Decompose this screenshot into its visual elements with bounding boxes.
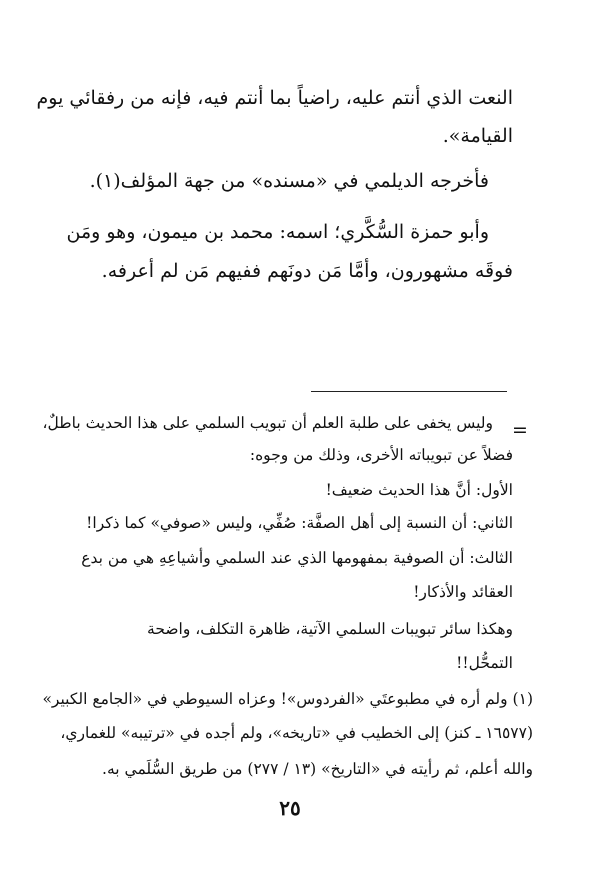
footnote-cont-line-3: الأول: أنَّ هذا الحديث ضعيف!: [325, 481, 513, 499]
body-line-4: وأبو حمزة السُّكَّري؛ اسمه: محمد بن ميمون، وهو ومَن: [66, 221, 489, 243]
body-line-5: فوقَه مشهورون، وأمَّا مَن دونَهم ففيهم مَن لم أعرفه.: [101, 260, 513, 282]
footnote-1-line-1: (١) ولم أره في مطبوعتَي «الفردوس»! وعزاه السيوطي في «الجامع الكبير»: [42, 690, 533, 708]
footnote-cont-line-5: الثالث: أن الصوفية بمفهومها الذي عند السلمي وأشياعِهِ هي من بدع: [81, 549, 513, 567]
body-line-2: القيامة».: [442, 125, 513, 147]
footnote-separator: [311, 391, 507, 392]
footnote-cont-line-7: وهكذا سائر تبويبات السلمي الآتية، ظاهرة التكلف، واضحة: [147, 620, 513, 638]
footnote-cont-line-6: العقائد والأذكار!: [413, 583, 513, 601]
footnote-cont-line-2: فضلاً عن تبويباته الأخرى، وذلك من وجوه:: [249, 446, 513, 464]
continuation-mark: =: [512, 419, 528, 441]
page-number: ٢٥: [279, 796, 301, 820]
footnote-cont-line-8: التمحُّل!!: [456, 654, 513, 672]
footnote-cont-line-4: الثاني: أن النسبة إلى أهل الصفَّة: صُفِّي، وليس «صوفي» كما ذكرا!: [86, 514, 513, 532]
body-line-3: فأخرجه الديلمي في «مسنده» من جهة المؤلف(١).: [89, 170, 489, 192]
footnote-cont-line-1: وليس يخفى على طلبة العلم أن تبويب السلمي على هذا الحديث باطلٌ،: [42, 414, 493, 432]
footnote-1-line-2: (١٦٥٧٧ ـ كنز) إلى الخطيب في «تاريخه»، ولم أجده في «ترتيبه» للغماري،: [60, 724, 533, 742]
footnote-1-line-3: والله أعلم، ثم رأيته في «التاريخ» (١٣ / ٢٧٧) من طريق السُّلَمي به.: [102, 760, 533, 778]
body-line-1: النعت الذي أنتم عليه، راضياً بما أنتم فيه، فإنه من رفقائي يوم: [36, 87, 513, 109]
